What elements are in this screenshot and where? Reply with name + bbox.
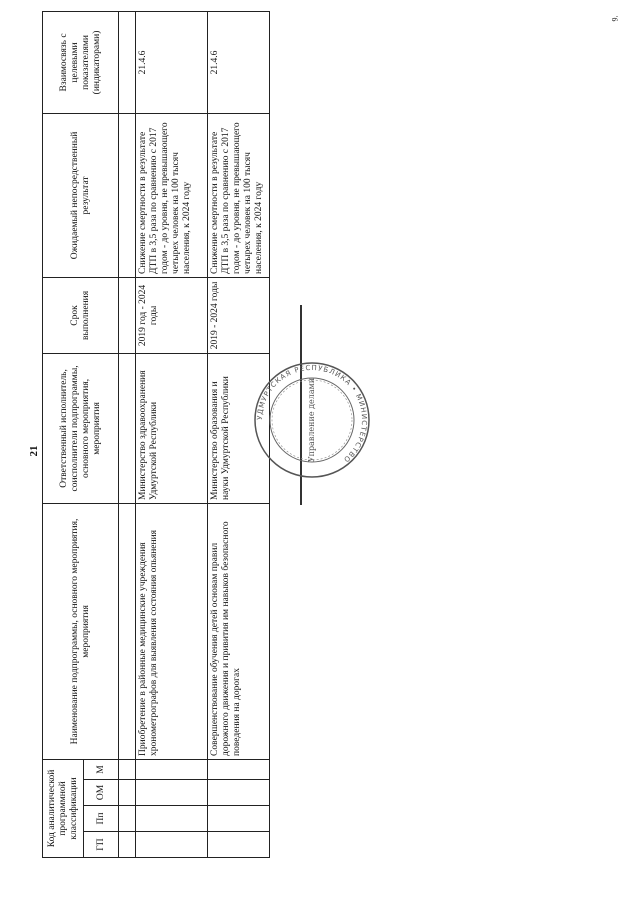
code-col-m: М [84,759,119,779]
code-col-gp: ГП [84,832,119,858]
code-col-pp: Пп [84,806,119,832]
table-row [136,11,208,857]
cell-term: 2019 - 2024 годы [208,277,270,353]
cell-result: Снижение смертности в результате ДТП в 3,5 раза по сравнению с 2017 годом - до уровня, не превышающего четырех человек на 100 тысяч населения, к 2024 году [136,113,208,277]
rotated-table-container [42,12,270,858]
cell-pp [208,806,270,832]
cell-result: Снижение смертности в результате ДТП в 3,5 раза по сравнению с 2017 годом - до уровня, не превышающего четырех человек на 100 тысяч населения, к 2024 году [208,113,270,277]
official-seal-icon [252,360,372,480]
link-header: Взаимосвязь с целевыми показателями (индикаторами) [43,11,119,113]
cell-responsible: Министерство образования и науки Удмуртской Республики [208,353,270,503]
cell-link: 21.4.6 [136,11,208,113]
term-header: Срок выполнения [43,277,119,353]
cell-om [208,780,270,806]
cell-gp [208,832,270,858]
cell-term: 2019 год - 2024 годы [136,277,208,353]
code-col-om: ОМ [84,780,119,806]
cell-responsible: Министерство здравоохранения Удмуртской Республики [136,353,208,503]
cell-gp [136,832,208,858]
name-header: Наименование подпрограммы, основного мероприятия, мероприятия [43,503,119,759]
cell-om [136,780,208,806]
code-group-header: Код аналитической программной классификации [43,759,84,857]
cell-link: 21.4.6 [208,11,270,113]
cell-name: Приобретение в районные медицинские учреждения хронометрографов для выявления состояния опьянения [136,503,208,759]
program-table [42,11,270,858]
responsible-header: Ответственный исполнитель, соисполнители подпрограммы, основного мероприятия, мероприятия [43,353,119,503]
cell-pp [136,806,208,832]
result-header: Ожидаемый непосредственный результат [43,113,119,277]
seal-outer-text: УДМУРТСКАЯ РЕСПУБЛИКА • МИНИСТЕРСТВО [255,363,369,465]
corner-mark: 9. [610,15,620,22]
page-number: 21 [28,445,40,457]
seal-inner-text: Управление делами [307,377,316,463]
cell-m [208,759,270,779]
cell-name: Совершенствование обучения детей основам правил дорожного движения и привития им навыков безопасного поведения на дорогах [208,503,270,759]
cell-m [136,759,208,779]
